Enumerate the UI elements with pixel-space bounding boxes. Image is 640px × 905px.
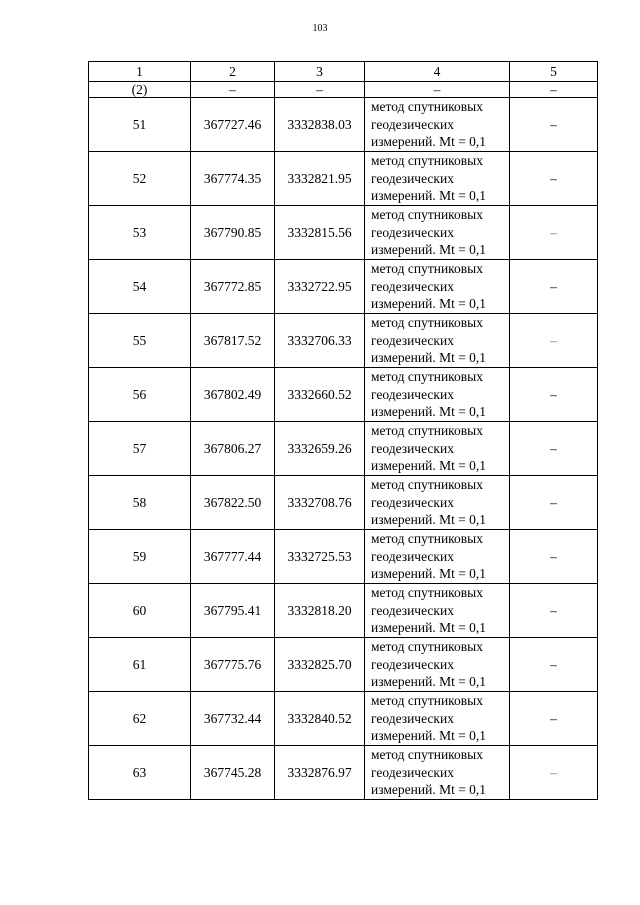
x-coordinate-cell: 367806.27 <box>191 422 275 476</box>
table-row <box>89 152 598 206</box>
x-coordinate-cell: 367822.50 <box>191 476 275 530</box>
point-number-cell: 53 <box>89 206 191 260</box>
y-coordinate-cell: 3332706.33 <box>275 314 365 368</box>
point-number-cell: 51 <box>89 98 191 152</box>
method-line: метод спутниковых <box>371 639 483 655</box>
method-line: метод спутниковых <box>371 261 483 277</box>
y-coordinate-cell: 3332708.76 <box>275 476 365 530</box>
y-coordinate-cell: 3332821.95 <box>275 152 365 206</box>
table-row <box>89 368 598 422</box>
subheader-cell: – <box>510 82 598 98</box>
method-line: геодезических <box>371 278 454 294</box>
note-cell: – <box>510 98 598 152</box>
method-cell <box>365 368 510 422</box>
table-row <box>89 98 598 152</box>
point-number-cell: 63 <box>89 746 191 800</box>
point-number-cell: 56 <box>89 368 191 422</box>
method-cell <box>365 746 510 800</box>
x-coordinate-cell: 367802.49 <box>191 368 275 422</box>
method-line: измерений. Mt = 0,1 <box>371 188 487 204</box>
coordinates-table <box>88 61 598 800</box>
method-line: метод спутниковых <box>371 207 483 223</box>
point-number-cell: 60 <box>89 584 191 638</box>
method-cell <box>365 530 510 584</box>
method-cell <box>365 206 510 260</box>
note-cell: – <box>510 746 598 800</box>
note-cell: – <box>510 638 598 692</box>
point-number-cell: 54 <box>89 260 191 314</box>
x-coordinate-cell: 367745.28 <box>191 746 275 800</box>
x-coordinate-cell: 367732.44 <box>191 692 275 746</box>
table-row <box>89 746 598 800</box>
y-coordinate-cell: 3332815.56 <box>275 206 365 260</box>
method-cell <box>365 584 510 638</box>
method-line: метод спутниковых <box>371 315 483 331</box>
y-coordinate-cell: 3332722.95 <box>275 260 365 314</box>
x-coordinate-cell: 367795.41 <box>191 584 275 638</box>
x-coordinate-cell: 367774.35 <box>191 152 275 206</box>
column-header: 1 <box>89 62 191 82</box>
method-line: измерений. Mt = 0,1 <box>371 512 487 528</box>
y-coordinate-cell: 3332838.03 <box>275 98 365 152</box>
note-cell: – <box>510 152 598 206</box>
method-line: метод спутниковых <box>371 423 483 439</box>
column-header: 3 <box>275 62 365 82</box>
method-line: метод спутниковых <box>371 585 483 601</box>
x-coordinate-cell: 367777.44 <box>191 530 275 584</box>
table-row <box>89 260 598 314</box>
x-coordinate-cell: 367775.76 <box>191 638 275 692</box>
method-cell <box>365 476 510 530</box>
method-line: геодезических <box>371 332 454 348</box>
y-coordinate-cell: 3332840.52 <box>275 692 365 746</box>
method-line: геодезических <box>371 440 454 456</box>
method-line: геодезических <box>371 116 454 132</box>
point-number-cell: 52 <box>89 152 191 206</box>
subheader-cell: – <box>365 82 510 98</box>
method-line: геодезических <box>371 656 454 672</box>
method-line: измерений. Mt = 0,1 <box>371 458 487 474</box>
method-line: геодезических <box>371 710 454 726</box>
method-line: измерений. Mt = 0,1 <box>371 674 487 690</box>
table-subheader-row <box>89 82 598 98</box>
y-coordinate-cell: 3332825.70 <box>275 638 365 692</box>
note-cell: – <box>510 530 598 584</box>
method-line: метод спутниковых <box>371 99 483 115</box>
subheader-cell: – <box>275 82 365 98</box>
method-cell <box>365 260 510 314</box>
method-cell <box>365 152 510 206</box>
page-number: 103 <box>312 23 328 34</box>
subheader-cell: – <box>191 82 275 98</box>
column-header: 4 <box>365 62 510 82</box>
method-line: метод спутниковых <box>371 369 483 385</box>
method-line: геодезических <box>371 170 454 186</box>
y-coordinate-cell: 3332660.52 <box>275 368 365 422</box>
table-row <box>89 422 598 476</box>
note-cell: – <box>510 206 598 260</box>
method-cell <box>365 692 510 746</box>
method-line: измерений. Mt = 0,1 <box>371 728 487 744</box>
table-header-row <box>89 62 598 82</box>
method-line: геодезических <box>371 224 454 240</box>
point-number-cell: 58 <box>89 476 191 530</box>
method-line: геодезических <box>371 764 454 780</box>
method-cell <box>365 314 510 368</box>
table-row <box>89 584 598 638</box>
table-row <box>89 692 598 746</box>
point-number-cell: 57 <box>89 422 191 476</box>
note-cell: – <box>510 368 598 422</box>
column-header: 5 <box>510 62 598 82</box>
method-line: геодезических <box>371 548 454 564</box>
x-coordinate-cell: 367790.85 <box>191 206 275 260</box>
method-cell <box>365 638 510 692</box>
note-cell: – <box>510 422 598 476</box>
note-cell: – <box>510 260 598 314</box>
method-line: измерений. Mt = 0,1 <box>371 620 487 636</box>
method-line: измерений. Mt = 0,1 <box>371 566 487 582</box>
y-coordinate-cell: 3332659.26 <box>275 422 365 476</box>
method-line: измерений. Mt = 0,1 <box>371 350 487 366</box>
column-header: 2 <box>191 62 275 82</box>
method-line: геодезических <box>371 494 454 510</box>
method-line: метод спутниковых <box>371 747 483 763</box>
point-number-cell: 62 <box>89 692 191 746</box>
table-row <box>89 314 598 368</box>
y-coordinate-cell: 3332725.53 <box>275 530 365 584</box>
method-cell <box>365 422 510 476</box>
note-cell: – <box>510 476 598 530</box>
table-row <box>89 530 598 584</box>
subheader-cell: (2) <box>89 82 191 98</box>
y-coordinate-cell: 3332876.97 <box>275 746 365 800</box>
method-line: измерений. Mt = 0,1 <box>371 242 487 258</box>
x-coordinate-cell: 367727.46 <box>191 98 275 152</box>
x-coordinate-cell: 367817.52 <box>191 314 275 368</box>
method-line: измерений. Mt = 0,1 <box>371 404 487 420</box>
method-line: метод спутниковых <box>371 477 483 493</box>
table-row <box>89 206 598 260</box>
y-coordinate-cell: 3332818.20 <box>275 584 365 638</box>
point-number-cell: 61 <box>89 638 191 692</box>
method-line: геодезических <box>371 386 454 402</box>
note-cell: – <box>510 584 598 638</box>
method-line: метод спутниковых <box>371 693 483 709</box>
method-line: измерений. Mt = 0,1 <box>371 134 487 150</box>
note-cell: – <box>510 692 598 746</box>
method-line: измерений. Mt = 0,1 <box>371 782 487 798</box>
method-cell <box>365 98 510 152</box>
method-line: метод спутниковых <box>371 531 483 547</box>
x-coordinate-cell: 367772.85 <box>191 260 275 314</box>
method-line: метод спутниковых <box>371 153 483 169</box>
method-line: геодезических <box>371 602 454 618</box>
table-row <box>89 638 598 692</box>
note-cell: – <box>510 314 598 368</box>
table-row <box>89 476 598 530</box>
method-line: измерений. Mt = 0,1 <box>371 296 487 312</box>
point-number-cell: 55 <box>89 314 191 368</box>
point-number-cell: 59 <box>89 530 191 584</box>
